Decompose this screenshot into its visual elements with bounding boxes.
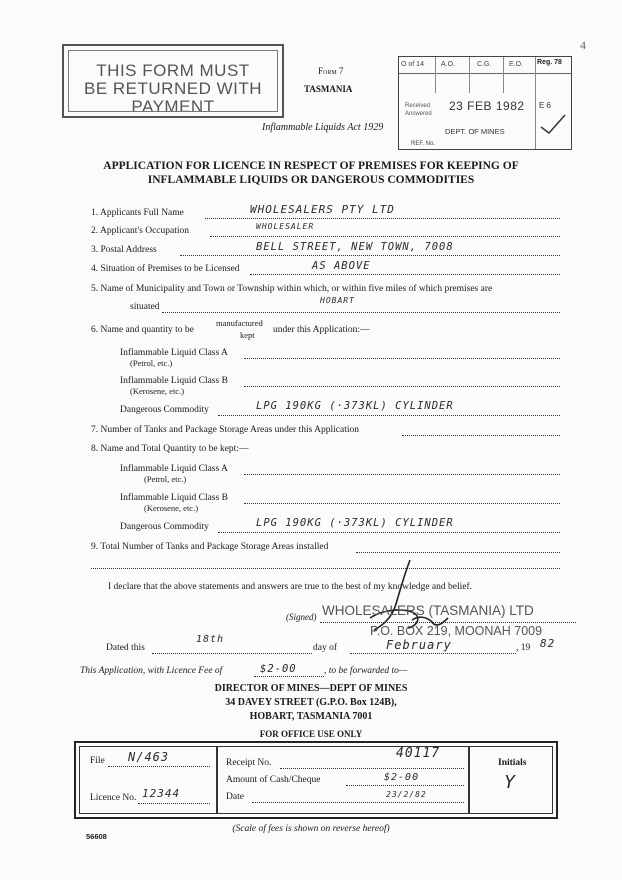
fee-line [254,676,324,677]
q7-line[interactable] [402,435,560,436]
stamp-line-2: BE RETURNED WITH [84,79,262,98]
fee-amount[interactable]: $2-00 [260,663,297,675]
q1-answer[interactable]: WHOLESALERS PTY LTD [250,203,395,216]
stamp-col-4: E.O. [509,61,524,68]
stamp-col-3: C.G. [477,61,492,68]
q8-label: 8. Name and Total Quantity to be kept:— [91,444,249,454]
licence-line [138,803,210,804]
initials-label: Initials [498,758,527,768]
initials-value[interactable]: Y [504,772,516,793]
stamp-line-1: THIS FORM MUST [96,61,250,80]
dated-month[interactable]: February [386,638,452,652]
receipt-line [280,768,464,769]
form-number-label: Form 7 [318,66,344,76]
q5-line [162,312,560,313]
q5-answer[interactable]: HOBART [320,296,355,305]
act-name: Inflammable Liquids Act 1929 [262,122,384,133]
declaration-text: I declare that the above statements and answers are true to the best of my knowledge and belief. [108,582,473,592]
fee-prefix: This Application, with Licence Fee of [80,666,223,676]
q2-answer[interactable]: WHOLESALER [256,222,315,231]
signer-stamp-line-2: P.O. BOX 219, MOONAH 7009 [370,624,543,638]
q9-extra-line [91,568,560,569]
stamp-col-1: O of 14 [401,61,424,68]
q8-class-a-label: Inflammable Liquid Class A [120,464,228,474]
q8-dangerous-label: Dangerous Commodity [120,522,209,532]
address-line-2: 34 DAVEY STREET (G.P.O. Box 124B), [225,697,397,708]
ref-number-label: REF. No. [411,141,436,147]
footer-note: (Scale of fees is shown on reverse hereof) [232,824,390,834]
form-code: 56608 [86,832,107,841]
q3-line [180,255,560,256]
date-value[interactable]: 23/2/82 [386,790,427,799]
answered-label: Answered [405,111,432,117]
stamp-col-divider-3 [503,57,504,93]
received-date: 23 FEB 1982 [449,99,525,113]
dept-of-mines-stamp: DEPT. OF MINES [445,127,505,136]
dated-label: Dated this [106,643,145,653]
amount-value[interactable]: $2-00 [384,772,420,783]
file-value[interactable]: N/463 [128,750,170,764]
dated-year[interactable]: 82 [540,637,556,650]
q5-label-situated: situated [130,302,160,312]
dated-day-of: day of [313,643,338,653]
dated-month-line [350,653,516,654]
stamp-inner-border [68,50,278,112]
q6-class-b-label: Inflammable Liquid Class B [120,376,228,386]
stamp-col-2: A.O. [441,61,456,68]
q4-label: 4. Situation of Premises to be Licensed [91,264,240,274]
stamp-col-divider-4 [535,57,536,149]
stamp-col-5: Reg. 78 [537,59,562,66]
stamp-col-divider-1 [435,57,436,93]
q3-answer[interactable]: BELL STREET, NEW TOWN, 7008 [256,241,454,253]
office-use-heading: FOR OFFICE USE ONLY [259,729,363,739]
title-line-2: INFLAMMABLE LIQUIDS OR DANGEROUS COMMODITIES [147,174,475,186]
stamp-col-divider-2 [469,57,470,93]
dated-day[interactable]: 18th [196,634,225,645]
signature-line [320,622,576,623]
q6-class-a-label: Inflammable Liquid Class A [120,348,228,358]
amount-label: Amount of Cash/Cheque [226,775,321,785]
q6-class-b-sub: (Kerosene, etc.) [130,386,185,396]
address-line-1: DIRECTOR OF MINES—DEPT OF MINES [214,683,408,694]
q7-label: 7. Number of Tanks and Package Storage Areas under this Application [91,425,359,435]
address-line-3: HOBART, TASMANIA 7001 [249,711,373,722]
q6-label-end: under this Application:— [273,325,370,335]
q6-class-a-sub: (Petrol, etc.) [130,358,173,368]
date-line [252,802,464,803]
q6-class-a-line[interactable] [244,358,560,359]
title-line-1: APPLICATION FOR LICENCE IN RESPECT OF PREMISES FOR KEEPING OF [103,160,519,172]
q6-dangerous-line [218,415,560,416]
q1-line [205,218,560,219]
stamp-row-divider [399,73,571,74]
q6-manufactured: manufactured [216,318,263,328]
q9-line[interactable] [356,552,560,553]
q8-class-b-label: Inflammable Liquid Class B [120,493,228,503]
stamp-line-3: PAYMENT [131,97,215,116]
q8-dangerous-line [218,532,560,533]
file-label: File [90,756,105,766]
q5-label: 5. Name of Municipality and Town or Township within which, or within five miles of which premises are [91,284,493,294]
receipt-label: Receipt No. [226,758,272,768]
q6-dangerous-answer[interactable]: LPG 190KG (·373KL) CYLINDER [256,400,454,412]
q4-answer[interactable]: AS ABOVE [312,260,371,272]
date-label: Date [226,792,244,802]
q6-dangerous-label: Dangerous Commodity [120,405,209,415]
q1-label: 1. Applicants Full Name [91,208,184,218]
file-line [108,766,210,767]
q8-class-b-sub: (Kerosene, etc.) [144,503,199,513]
signed-label: (Signed) [286,612,317,622]
fee-suffix: , to be forwarded to— [324,666,408,676]
q8-class-a-line[interactable] [244,474,560,475]
licence-value[interactable]: 12344 [142,787,181,800]
q4-line [250,274,560,275]
q2-line [210,236,560,237]
q3-label: 3. Postal Address [91,245,157,255]
q2-label: 2. Applicant's Occupation [91,226,190,236]
check-mark-icon [539,111,567,137]
signer-stamp-line-1: WHOLESALERS (TASMANIA) LTD [322,603,534,618]
q8-dangerous-answer[interactable]: LPG 190KG (·373KL) CYLINDER [256,517,454,529]
return-form-stamp [62,44,284,118]
q6-class-b-line[interactable] [244,386,560,387]
licence-label: Licence No. [90,793,137,803]
q8-class-b-line[interactable] [244,503,560,504]
receipt-value[interactable]: 40117 [396,746,441,761]
dated-day-line [152,653,312,654]
received-label: Received [405,103,431,109]
e-mark: E 6 [539,101,552,110]
q6-kept: kept [240,330,255,340]
dated-year-prefix: , 19 [516,643,531,653]
received-stamp [398,56,572,150]
corner-mark: 4 [580,38,586,52]
q9-label: 9. Total Number of Tanks and Package Storage Areas installed [91,542,329,552]
form-state: TASMANIA [304,84,353,94]
amount-line [346,785,464,786]
q6-label: 6. Name and quantity to be [91,325,194,335]
q8-class-a-sub: (Petrol, etc.) [144,474,187,484]
